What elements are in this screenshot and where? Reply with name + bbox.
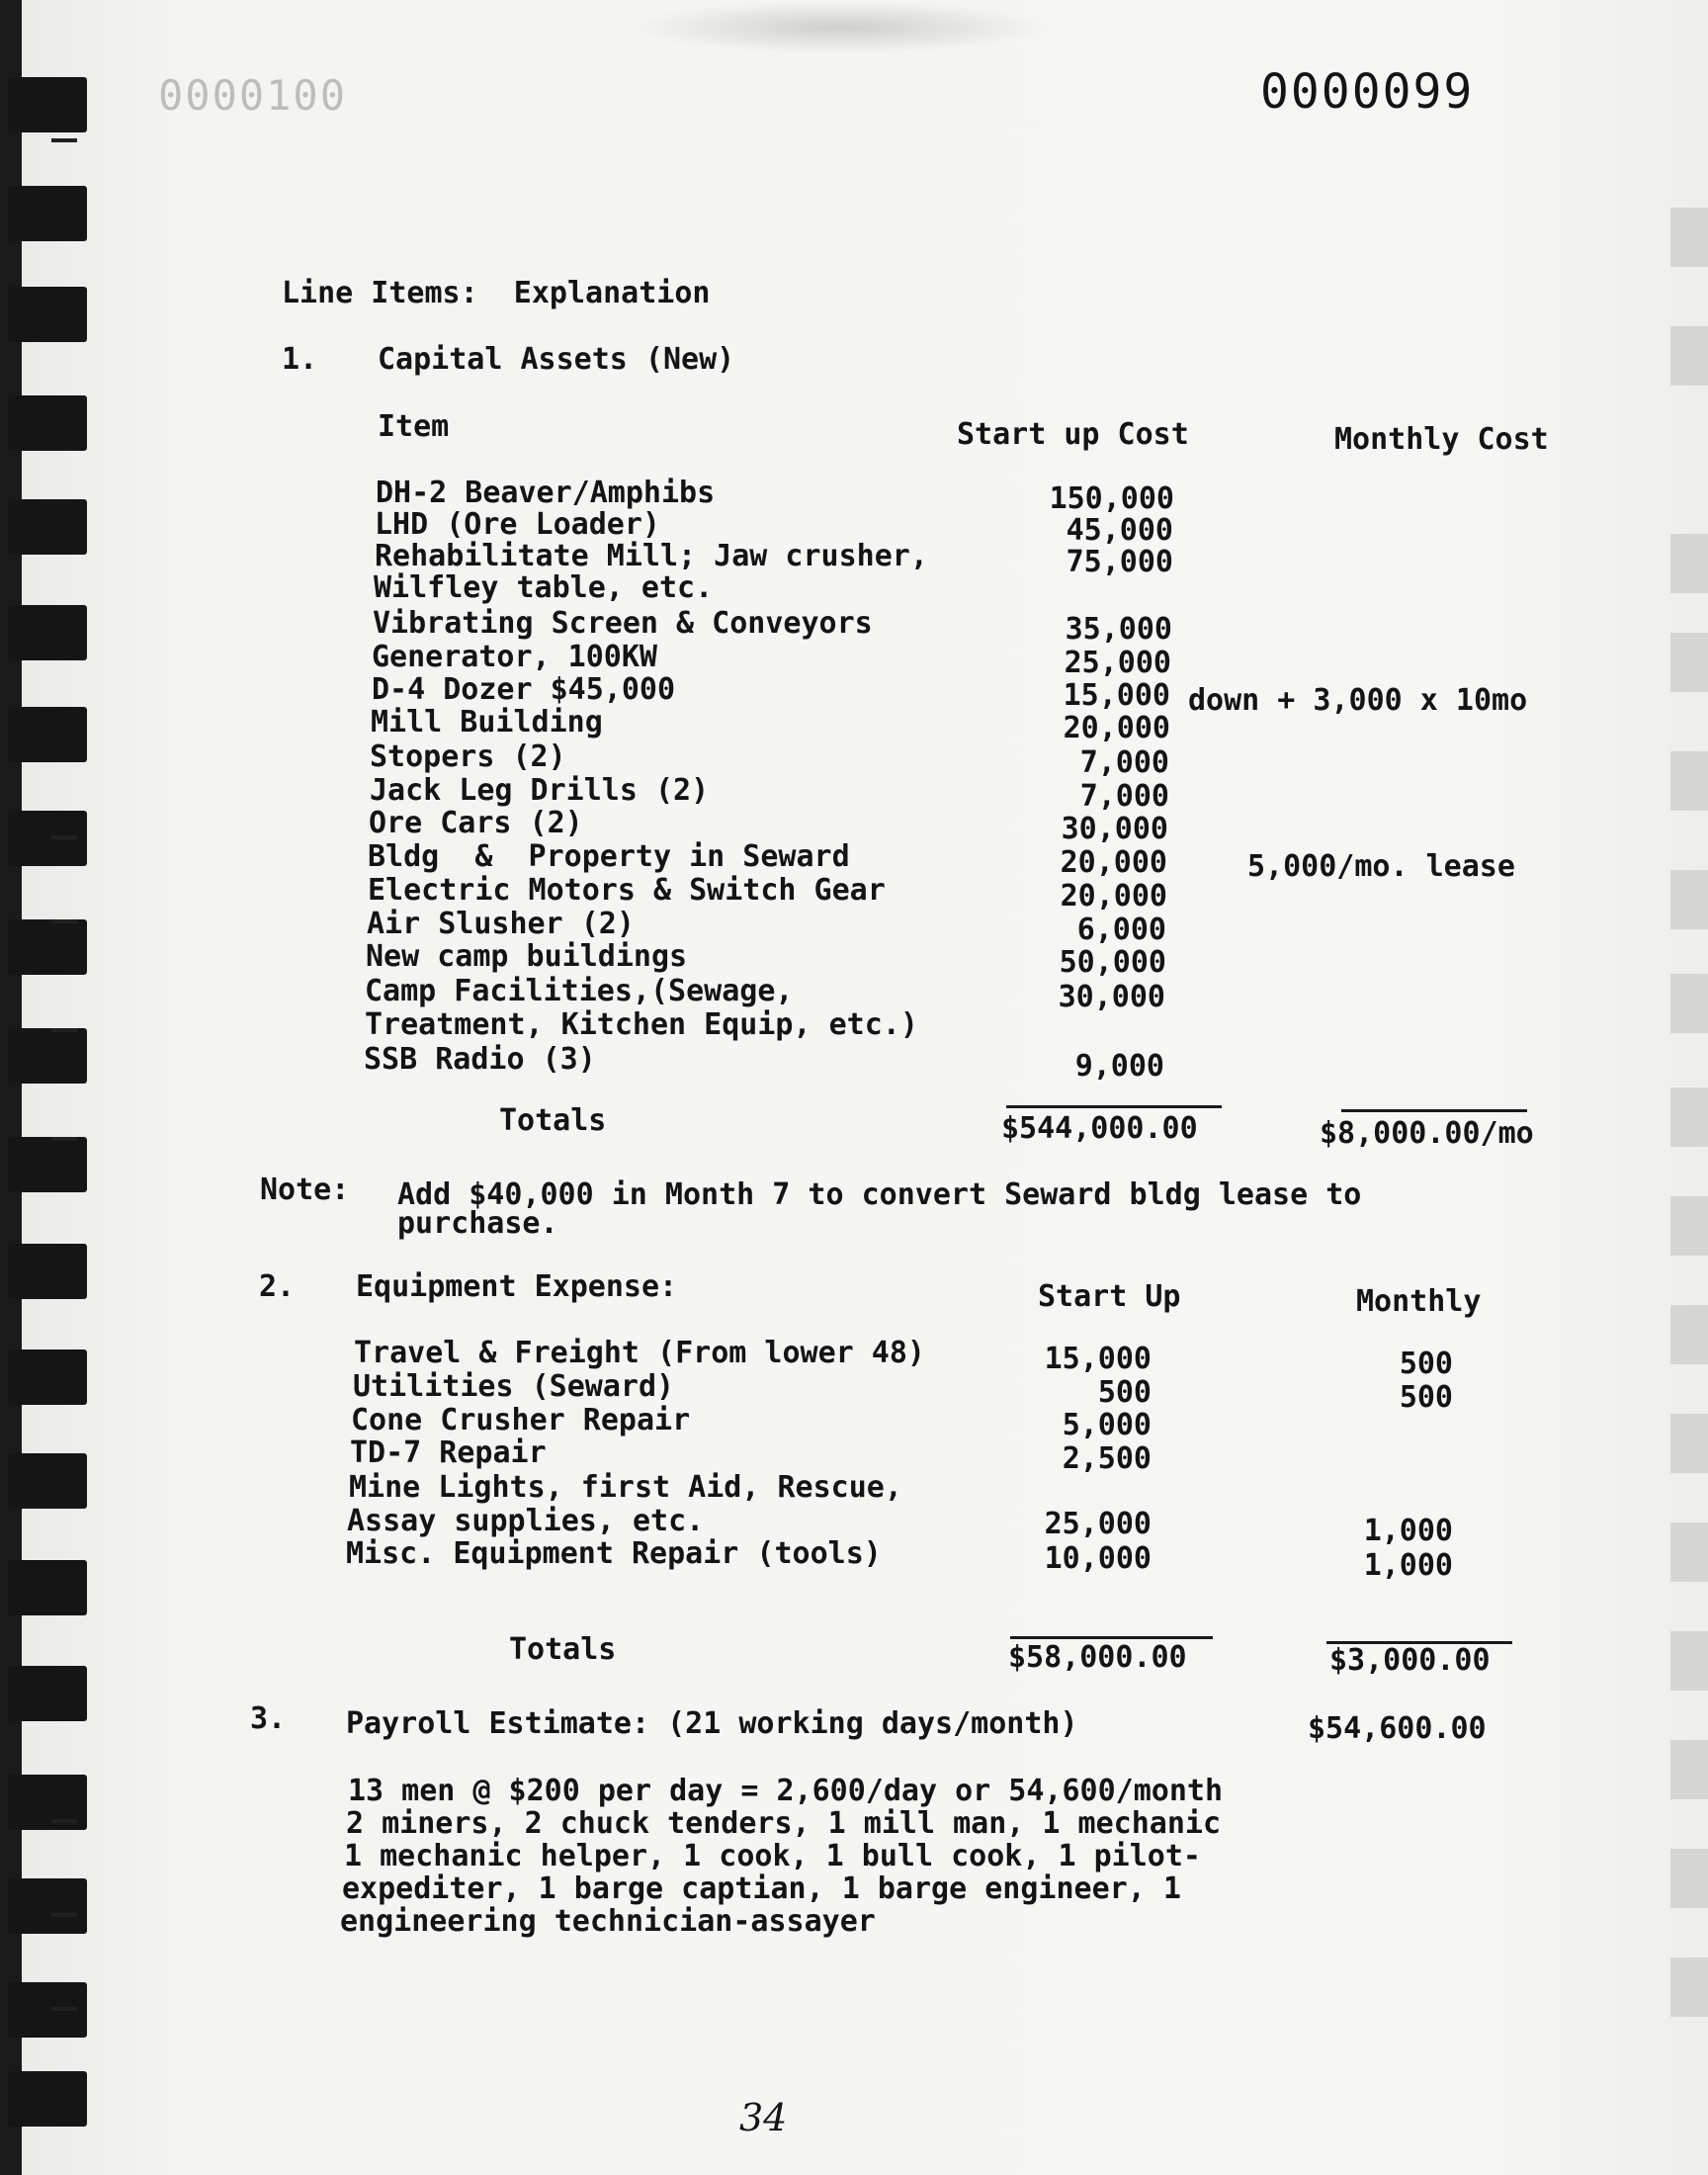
equipment-item-name: Misc. Equipment Repair (tools) — [346, 1536, 882, 1571]
section3-amount: $54,600.00 — [1308, 1711, 1487, 1746]
note-line1: Add $40,000 in Month 7 to convert Seward bldg lease to — [397, 1177, 1362, 1212]
section1-total-start: $544,000.00 — [1001, 1111, 1198, 1146]
note-label: Note: — [260, 1173, 350, 1207]
equipment-item-name: Mine Lights, first Aid, Rescue, — [349, 1470, 902, 1505]
ghost-mark — [1670, 1631, 1708, 1691]
asset-item-name: Camp Facilities,(Sewage, — [365, 974, 794, 1008]
asset-startup-cost: 35,000 — [1065, 612, 1172, 647]
asset-startup-cost: 20,000 — [1060, 879, 1167, 914]
equipment-monthly-cost: 1,000 — [1363, 1514, 1453, 1548]
equipment-item-name: TD-7 Repair — [350, 1436, 547, 1470]
section1-total-monthly: $8,000.00/mo — [1320, 1116, 1534, 1151]
payroll-line: 13 men @ $200 per day = 2,600/day or 54,600/month — [348, 1774, 1224, 1808]
binding-tick — [51, 835, 77, 839]
ghost-mark — [1670, 1522, 1708, 1582]
section1-number: 1. — [282, 342, 318, 377]
asset-startup-cost: 9,000 — [1074, 1049, 1164, 1084]
binding-hole — [8, 605, 87, 660]
binding-tick — [51, 2007, 77, 2011]
page-number: 34 — [739, 2096, 788, 2139]
section1-title: Capital Assets (New) — [378, 342, 735, 377]
heading: Line Items: Explanation — [282, 276, 711, 310]
ghost-mark — [1670, 633, 1708, 692]
ghost-mark — [1670, 870, 1708, 929]
binding-hole — [8, 1244, 87, 1299]
equipment-item-name: Travel & Freight (From lower 48) — [354, 1336, 925, 1370]
binding-hole — [8, 1453, 87, 1509]
section2-col-monthly: Monthly — [1356, 1284, 1482, 1319]
ghost-mark — [1670, 1849, 1708, 1908]
ghost-mark — [1670, 208, 1708, 267]
equipment-startup-cost: 25,000 — [1044, 1507, 1152, 1541]
section3-number: 3. — [250, 1701, 287, 1736]
asset-startup-cost: 30,000 — [1061, 812, 1168, 846]
asset-item-name: Generator, 100KW — [372, 640, 657, 674]
section1-totals-label: Totals — [499, 1103, 607, 1138]
binding-tick — [51, 1819, 77, 1823]
section2-col-startup: Start Up — [1038, 1279, 1181, 1314]
binding-hole — [8, 395, 87, 451]
binding-hole — [8, 1349, 87, 1405]
binding-tick — [51, 1913, 77, 1917]
asset-startup-cost: 20,000 — [1063, 711, 1170, 745]
asset-item-name: Electric Motors & Switch Gear — [368, 873, 886, 908]
ghost-mark — [1670, 1958, 1708, 2017]
ghost-mark — [1670, 1088, 1708, 1147]
binding-hole — [8, 287, 87, 342]
doc-number: 0000099 — [1260, 64, 1475, 120]
equipment-item-name: Assay supplies, etc. — [347, 1504, 705, 1538]
col-monthly-header: Monthly Cost — [1334, 422, 1549, 457]
binding-hole — [8, 499, 87, 555]
binding-tick — [51, 138, 77, 142]
note-line2: purchase. — [397, 1206, 558, 1241]
asset-item-name: Treatment, Kitchen Equip, etc.) — [365, 1007, 918, 1042]
ghost-doc-number: 0000100 — [158, 71, 348, 120]
ghost-mark — [1670, 326, 1708, 386]
payroll-line: 2 miners, 2 chuck tenders, 1 mill man, 1 mechanic — [346, 1806, 1222, 1841]
ghost-mark — [1670, 1196, 1708, 1256]
binding-hole — [8, 1560, 87, 1615]
section2-totals-label: Totals — [509, 1632, 617, 1667]
ghost-mark — [1670, 1305, 1708, 1364]
asset-item-name: D-4 Dozer $45,000 — [372, 672, 676, 707]
binding-hole — [8, 707, 87, 762]
section2-total-start: $58,000.00 — [1008, 1640, 1187, 1675]
asset-startup-cost: 15,000 — [1063, 678, 1170, 713]
ghost-mark — [1670, 974, 1708, 1033]
asset-startup-cost: 75,000 — [1066, 545, 1173, 579]
asset-item-name: New camp buildings — [366, 939, 688, 974]
equipment-monthly-cost: 500 — [1399, 1347, 1453, 1381]
binding-hole — [8, 919, 87, 975]
section2-number: 2. — [259, 1269, 296, 1304]
asset-item-name: Mill Building — [371, 705, 603, 740]
asset-item-name: Jack Leg Drills (2) — [370, 773, 710, 808]
binding-hole — [8, 77, 87, 132]
payroll-line: expediter, 1 barge captian, 1 barge engineer, 1 — [342, 1871, 1181, 1906]
asset-item-name: Rehabilitate Mill; Jaw crusher, — [375, 539, 928, 573]
s2-total-start-rule — [1010, 1636, 1213, 1639]
asset-item-name: Vibrating Screen & Conveyors — [373, 606, 873, 641]
equipment-monthly-cost: 500 — [1399, 1380, 1453, 1415]
asset-item-name: Wilfley table, etc. — [374, 570, 714, 605]
asset-item-name: LHD (Ore Loader) — [375, 507, 660, 542]
asset-item-name: DH-2 Beaver/Amphibs — [376, 476, 716, 510]
binding-hole — [8, 1878, 87, 1934]
asset-startup-cost: 20,000 — [1060, 845, 1167, 880]
asset-startup-cost: 150,000 — [1049, 481, 1174, 516]
ghost-mark — [1670, 751, 1708, 811]
asset-item-name: Air Slusher (2) — [367, 907, 635, 941]
binding-hole — [8, 1028, 87, 1084]
ghost-mark — [1670, 1740, 1708, 1799]
asset-monthly-note: down + 3,000 x 10mo — [1188, 683, 1528, 718]
asset-startup-cost: 7,000 — [1079, 779, 1169, 814]
equipment-startup-cost: 15,000 — [1044, 1342, 1152, 1376]
equipment-startup-cost: 2,500 — [1062, 1441, 1152, 1476]
asset-item-name: Stopers (2) — [370, 740, 566, 774]
total-monthly-rule — [1341, 1109, 1527, 1112]
col-startup-header: Start up Cost — [957, 417, 1189, 452]
asset-startup-cost: 30,000 — [1058, 980, 1165, 1014]
equipment-monthly-cost: 1,000 — [1363, 1548, 1453, 1583]
binding-hole — [8, 186, 87, 241]
binding-tick — [51, 1137, 77, 1141]
scan-smudge — [633, 0, 1048, 54]
equipment-startup-cost: 10,000 — [1044, 1541, 1152, 1576]
equipment-item-name: Utilities (Seward) — [353, 1369, 675, 1404]
payroll-line: 1 mechanic helper, 1 cook, 1 bull cook, 1 pilot- — [344, 1839, 1201, 1873]
asset-item-name: SSB Radio (3) — [364, 1042, 596, 1077]
spiral-binding — [0, 0, 94, 2175]
section2-title: Equipment Expense: — [356, 1269, 678, 1304]
section3-title: Payroll Estimate: (21 working days/month) — [346, 1706, 1078, 1741]
ghost-mark — [1670, 1414, 1708, 1473]
binding-hole — [8, 1666, 87, 1721]
asset-startup-cost: 7,000 — [1079, 745, 1169, 780]
asset-startup-cost: 6,000 — [1076, 913, 1166, 947]
equipment-startup-cost: 5,000 — [1062, 1408, 1152, 1442]
asset-item-name: Bldg & Property in Seward — [368, 839, 850, 874]
binding-hole — [8, 2071, 87, 2127]
section2-total-monthly: $3,000.00 — [1329, 1643, 1491, 1678]
asset-startup-cost: 25,000 — [1064, 646, 1171, 680]
asset-item-name: Ore Cars (2) — [369, 806, 583, 840]
total-start-rule — [1006, 1105, 1222, 1108]
ghost-mark — [1670, 534, 1708, 593]
binding-tick — [51, 1028, 77, 1032]
binding-hole — [8, 1137, 87, 1192]
asset-startup-cost: 50,000 — [1059, 945, 1166, 980]
col-item-header: Item — [378, 409, 450, 444]
equipment-item-name: Cone Crusher Repair — [351, 1403, 691, 1437]
asset-monthly-note: 5,000/mo. lease — [1247, 849, 1515, 884]
equipment-startup-cost: 500 — [1097, 1375, 1152, 1410]
binding-tick — [51, 919, 77, 923]
payroll-line: engineering technician-assayer — [340, 1904, 876, 1939]
asset-startup-cost: 45,000 — [1066, 513, 1173, 548]
